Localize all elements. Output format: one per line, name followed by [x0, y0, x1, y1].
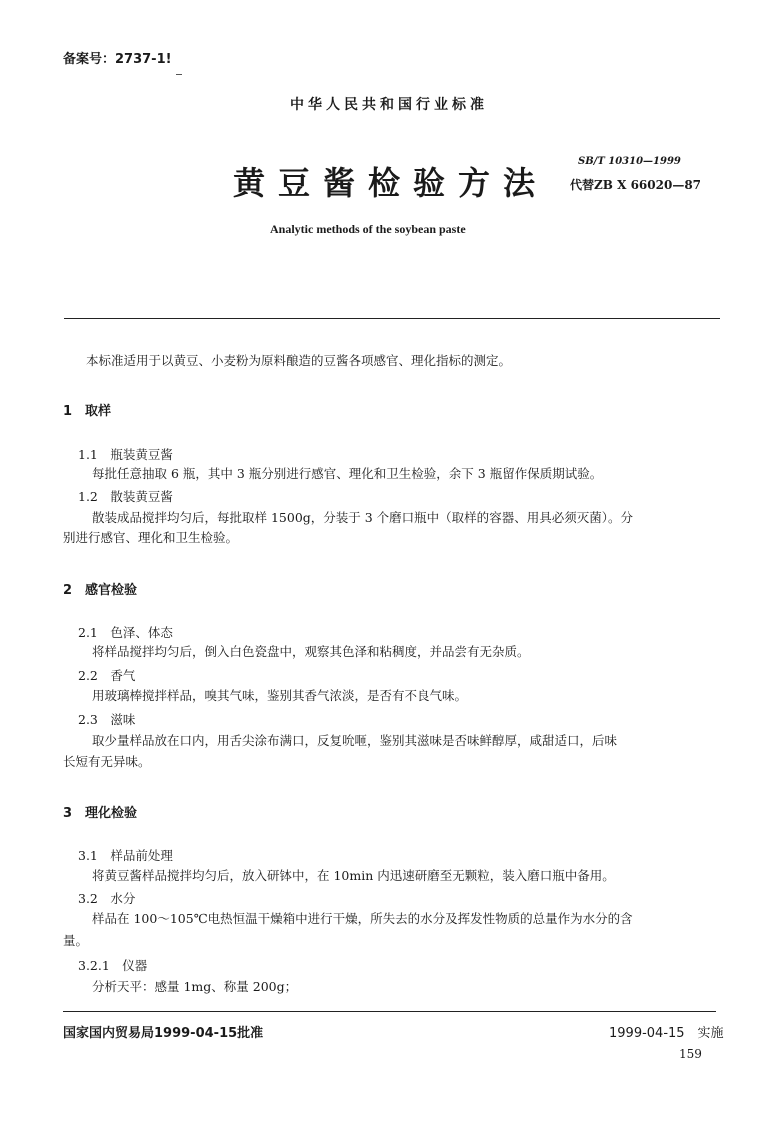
- section-2-3-text-line-2: 长短有无异味。: [63, 754, 151, 769]
- section-3-2-text-line-2: 量。: [63, 933, 89, 948]
- section-3-2-1-text: 分析天平：感量 1mg、称量 200g；: [92, 979, 298, 994]
- footer-divider: [63, 1011, 716, 1012]
- section-1-1-text: 每批任意抽取 6 瓶，其中 3 瓶分别进行感官、理化和卫生检验，余下 3 瓶留作保质期试验。: [92, 466, 603, 481]
- section-2-1-heading: 2.1 色泽、体态: [78, 625, 173, 640]
- section-2-2-text: 用玻璃棒搅拌样品，嗅其气味，鉴别其香气浓淡，是否有不良气味。: [92, 688, 468, 703]
- record-number: 备案号：2737-1!: [63, 52, 172, 67]
- section-2-3-heading: 2.3 滋味: [78, 712, 136, 727]
- section-1-1-heading: 1.1 瓶装黄豆酱: [78, 447, 173, 462]
- standard-code: SB/T 10310—1999: [578, 156, 681, 167]
- section-1-heading: 1 取样: [63, 404, 112, 419]
- implementation-date: 1999-04-15 实施: [609, 1026, 724, 1041]
- section-3-heading: 3 理化检验: [63, 806, 138, 821]
- industry-standard-label: 中华人民共和国行业标准: [290, 97, 488, 113]
- section-1-2-heading: 1.2 散装黄豆酱: [78, 489, 173, 504]
- record-mark: [176, 74, 182, 75]
- header-divider: [64, 318, 720, 319]
- section-3-1-heading: 3.1 样品前处理: [78, 848, 173, 863]
- document-title: 黄豆酱检验方法: [233, 164, 549, 202]
- section-1-2-text-line-1: 散装成品搅拌均匀后，每批取样 1500g，分装于 3 个磨口瓶中（取样的容器、用具必须灭菌）。分: [92, 510, 633, 525]
- scope-paragraph: 本标准适用于以黄豆、小麦粉为原料酿造的豆酱各项感官、理化指标的测定。: [86, 353, 512, 368]
- section-2-3-text-line-1: 取少量样品放在口内，用舌尖涂布满口，反复吮咂，鉴别其滋味是否味鲜醇厚，咸甜适口，后味: [92, 733, 618, 748]
- approval-note: 国家国内贸易局1999-04-15批准: [63, 1026, 264, 1041]
- section-1-2-text-line-2: 别进行感官、理化和卫生检验。: [63, 530, 239, 545]
- page-number: 159: [679, 1047, 702, 1061]
- section-3-2-1-heading: 3.2.1 仪器: [78, 958, 148, 973]
- section-3-2-text-line-1: 样品在 100～105℃电热恒温干燥箱中进行干燥，所失去的水分及挥发性物质的总量作为水分的含: [92, 911, 633, 926]
- english-title: Analytic methods of the soybean paste: [270, 222, 466, 236]
- section-2-heading: 2 感官检验: [63, 583, 138, 598]
- replaces-standard: 代替ZB X 66020—87: [570, 178, 702, 192]
- section-3-1-text: 将黄豆酱样品搅拌均匀后，放入研钵中，在 10min 内迅速研磨至无颗粒，装入磨口瓶中备用。: [92, 868, 615, 883]
- section-2-2-heading: 2.2 香气: [78, 668, 136, 683]
- section-2-1-text: 将样品搅拌均匀后，倒入白色瓷盘中，观察其色泽和粘稠度，并品尝有无杂质。: [92, 644, 530, 659]
- section-3-2-heading: 3.2 水分: [78, 891, 136, 906]
